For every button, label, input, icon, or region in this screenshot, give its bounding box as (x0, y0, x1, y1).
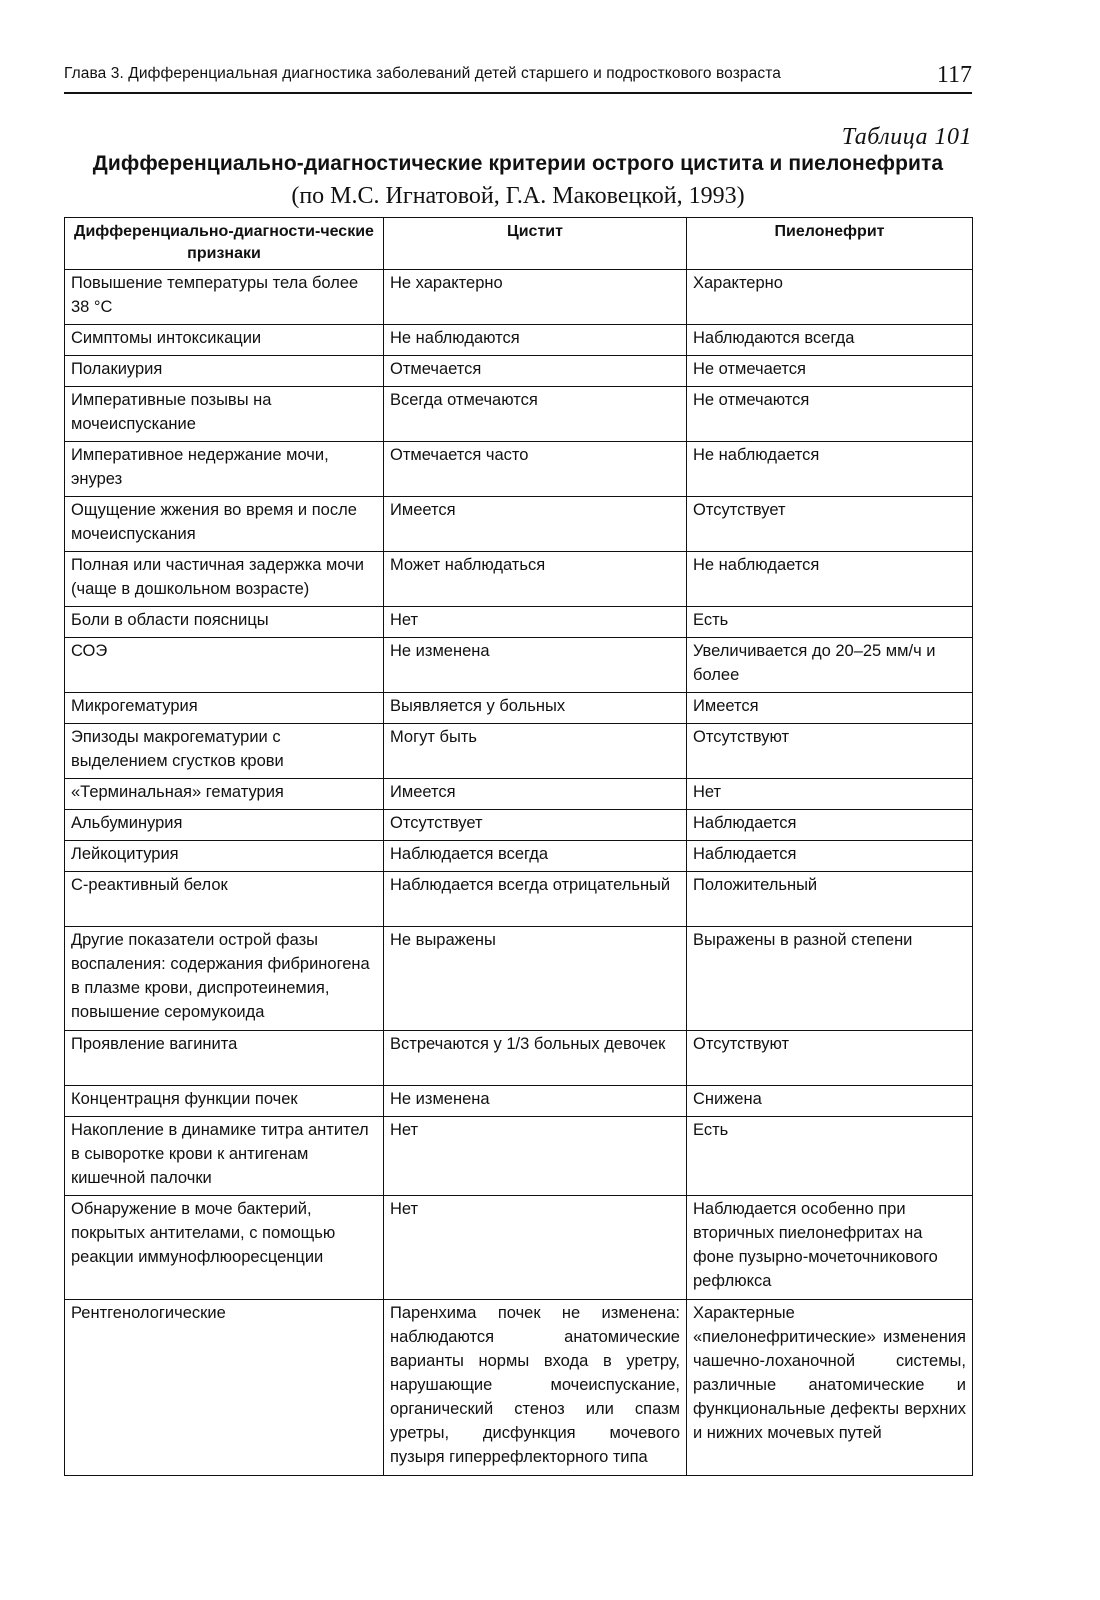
column-header-criteria: Дифференциально-диагности-ческие признаки (65, 218, 384, 270)
table-row (65, 810, 973, 841)
criterion-cell: Обнаружение в моче бактерий, покрытых антителами, с помощью реакции иммунофлюоресценции (65, 1196, 384, 1300)
pyelonephritis-cell: Наблюдается (687, 841, 973, 872)
cystitis-cell: Не изменена (384, 638, 687, 693)
column-header-cystitis: Цистит (384, 218, 687, 270)
page-number: 117 (936, 62, 972, 88)
running-header (64, 58, 972, 94)
table-row (65, 1117, 973, 1196)
table-subtitle: (по М.С. Игнатовой, Г.А. Маковецкой, 1993) (291, 183, 745, 209)
criterion-cell: Концентрацня функции почек (65, 1086, 384, 1117)
cystitis-cell: Отмечается часто (384, 442, 687, 497)
criterion-cell: Проявление вагинита (65, 1031, 384, 1086)
cystitis-cell: Могут быть (384, 724, 687, 779)
pyelonephritis-cell: Снижена (687, 1086, 973, 1117)
cystitis-cell: Имеется (384, 779, 687, 810)
pyelonephritis-cell: Наблюдаются всегда (687, 325, 973, 356)
table-row (65, 841, 973, 872)
pyelonephritis-cell: Имеется (687, 693, 973, 724)
table-row (65, 356, 973, 387)
table-header-row (65, 218, 973, 270)
criterion-cell: С-реактивный белок (65, 872, 384, 927)
cystitis-cell: Нет (384, 1196, 687, 1300)
criterion-cell: Альбуминурия (65, 810, 384, 841)
pyelonephritis-cell: Характерные «пиелонефритические» изменения чашечно-лоханочной системы, различные анатомические и функциональные дефекты верхних и нижних мочевых путей (687, 1300, 973, 1476)
criterion-cell: Повышение температуры тела более 38 °С (65, 270, 384, 325)
criterion-cell: Полная или частичная задержка мочи (чаще в дошкольном возрасте) (65, 552, 384, 607)
table-row (65, 1300, 973, 1476)
cystitis-cell: Не выражены (384, 927, 687, 1031)
cystitis-cell: Не наблюдаются (384, 325, 687, 356)
table-row (65, 387, 973, 442)
criterion-cell: Симптомы интоксикации (65, 325, 384, 356)
table-row (65, 325, 973, 356)
cystitis-cell: Имеется (384, 497, 687, 552)
criterion-cell: Лейкоцитурия (65, 841, 384, 872)
pyelonephritis-cell: Выражены в разной степени (687, 927, 973, 1031)
table-row (65, 724, 973, 779)
criterion-cell: Ощущение жжения во время и после мочеиспускания (65, 497, 384, 552)
table-row (65, 693, 973, 724)
cystitis-cell: Встречаются у 1/3 больных девочек (384, 1031, 687, 1086)
table-row (65, 497, 973, 552)
cystitis-cell: Выявляется у больных (384, 693, 687, 724)
criterion-cell: Полакиурия (65, 356, 384, 387)
pyelonephritis-cell: Отсутствуют (687, 724, 973, 779)
cystitis-cell: Не изменена (384, 1086, 687, 1117)
criterion-cell: Микрогематурия (65, 693, 384, 724)
pyelonephritis-cell: Увеличивается до 20–25 мм/ч и более (687, 638, 973, 693)
pyelonephritis-cell: Положительный (687, 872, 973, 927)
criterion-cell: Императивные позывы на мочеиспускание (65, 387, 384, 442)
cystitis-cell: Отсутствует (384, 810, 687, 841)
pyelonephritis-cell: Характерно (687, 270, 973, 325)
table-label: Таблица 101 (841, 124, 972, 150)
pyelonephritis-cell: Не наблюдается (687, 552, 973, 607)
criterion-cell: Другие показатели острой фазы воспаления: содержания фибриногена в плазме крови, диспротеинемия, повышение серомукоида (65, 927, 384, 1031)
pyelonephritis-cell: Наблюдается особенно при вторичных пиелонефритах на фоне пузырно-мочеточникового рефлюкса (687, 1196, 973, 1300)
criteria-table (64, 217, 973, 1476)
table-row (65, 1086, 973, 1117)
column-header-pyelonephritis: Пиелонефрит (687, 218, 973, 270)
pyelonephritis-cell: Не отмечается (687, 356, 973, 387)
pyelonephritis-cell: Нет (687, 779, 973, 810)
criterion-cell: Эпизоды макрогематурии с выделением сгустков крови (65, 724, 384, 779)
cystitis-cell: Паренхима почек не изменена: наблюдаются анатомические варианты нормы входа в уретру, нарушающие мочеиспускание, органический стеноз или спазм уретры, дисфункция мочевого пузыря гиперрефлекторного типа (384, 1300, 687, 1476)
pyelonephritis-cell: Не наблюдается (687, 442, 973, 497)
pyelonephritis-cell: Не отмечаются (687, 387, 973, 442)
cystitis-cell: Не характерно (384, 270, 687, 325)
cystitis-cell: Всегда отмечаются (384, 387, 687, 442)
cystitis-cell: Нет (384, 607, 687, 638)
pyelonephritis-cell: Отсутствует (687, 497, 973, 552)
criterion-cell: Рентгенологические (65, 1300, 384, 1476)
criterion-cell: Боли в области поясницы (65, 607, 384, 638)
table-row (65, 1031, 973, 1086)
table-row (65, 872, 973, 927)
cystitis-cell: Наблюдается всегда (384, 841, 687, 872)
table-row (65, 638, 973, 693)
table-row (65, 779, 973, 810)
pyelonephritis-cell: Есть (687, 1117, 973, 1196)
criterion-cell: Императивное недержание мочи, энурез (65, 442, 384, 497)
pyelonephritis-cell: Отсутствуют (687, 1031, 973, 1086)
cystitis-cell: Может наблюдаться (384, 552, 687, 607)
criterion-cell: «Терминальная» гематурия (65, 779, 384, 810)
cystitis-cell: Наблюдается всегда отрицательный (384, 872, 687, 927)
criterion-cell: Накопление в динамике титра антител в сыворотке крови к антигенам кишечной палочки (65, 1117, 384, 1196)
table-row (65, 270, 973, 325)
table-row (65, 927, 973, 1031)
pyelonephritis-cell: Есть (687, 607, 973, 638)
table-row (65, 1196, 973, 1300)
table-row (65, 442, 973, 497)
table-row (65, 607, 973, 638)
running-title: Глава 3. Дифференциальная диагностика заболеваний детей старшего и подросткового возраста (64, 65, 781, 82)
table-title: Дифференциально-диагностические критерии острого цистита и пиелонефрита (92, 152, 944, 175)
table-row (65, 552, 973, 607)
cystitis-cell: Нет (384, 1117, 687, 1196)
cystitis-cell: Отмечается (384, 356, 687, 387)
pyelonephritis-cell: Наблюдается (687, 810, 973, 841)
criterion-cell: СОЭ (65, 638, 384, 693)
